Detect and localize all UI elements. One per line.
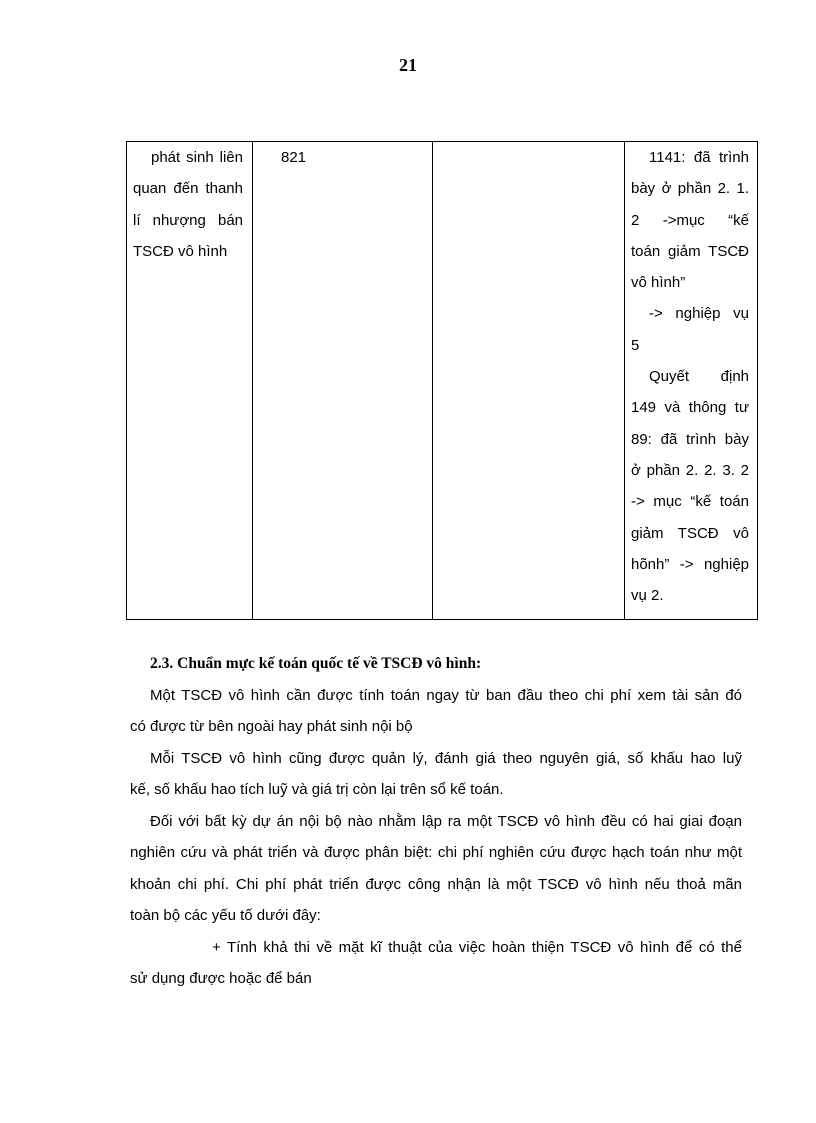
paragraph-3 xyxy=(130,806,742,932)
cell-line: vụ 2. xyxy=(631,587,664,605)
cell-line: -> mục “kế toán xyxy=(631,493,749,511)
cell-line: 1141: đã trình xyxy=(649,149,749,166)
paragraph-line: có được từ bên ngoài hay phát sinh nội bộ xyxy=(130,718,413,735)
table-cell-account xyxy=(253,142,433,620)
cell-line: hõnh” -> nghiệp xyxy=(631,555,749,573)
cell-line: bày ở phần 2. 1. xyxy=(631,180,749,198)
table-cell-empty xyxy=(433,142,625,620)
cell-line: toán giảm TSCĐ xyxy=(631,242,749,260)
cell-line: giảm TSCĐ vô xyxy=(631,524,749,542)
cell-line: Quyết định xyxy=(649,368,749,386)
cell-line: TSCĐ vô hình xyxy=(133,242,228,260)
paragraph-line: Mỗi TSCĐ vô hình cũng được quản lý, đánh giá theo nguyên giá, số khấu hao luỹ xyxy=(150,749,742,767)
section-heading: 2.3. Chuẩn mực kế toán quốc tế về TSCĐ vô hình: xyxy=(150,655,482,672)
table-row xyxy=(127,142,758,620)
cell-line: phát sinh liên xyxy=(151,149,243,166)
account-number: 821 xyxy=(281,149,307,166)
page-number: 21 xyxy=(399,55,417,75)
cell-line: quan đến thanh xyxy=(133,180,243,198)
paragraph-line: toàn bộ các yếu tố dưới đây: xyxy=(130,907,321,924)
cell-line: lí nhượng bán xyxy=(133,211,243,229)
cell-line: 2 ->mục “kế xyxy=(631,211,749,229)
paragraph-1 xyxy=(130,680,742,743)
paragraph-line: kế, số khấu hao tích luỹ và giá trị còn lại trên sổ kế toán. xyxy=(130,781,504,798)
cell-line: ở phần 2. 2. 3. 2 xyxy=(631,461,749,479)
section-body xyxy=(130,648,742,995)
accounting-table xyxy=(126,141,758,620)
paragraph-line: nghiên cứu và phát triển và được phân biệt: chi phí nghiên cứu được hạch toán như một xyxy=(130,844,742,861)
table-cell-description xyxy=(127,142,253,620)
paragraph-4 xyxy=(130,932,742,995)
paragraph-line: sử dụng được hoặc để bán xyxy=(130,970,312,987)
paragraph-line: Một TSCĐ vô hình cần được tính toán ngay từ ban đầu theo chi phí xem tài sản đó xyxy=(150,686,742,704)
table-cell-notes xyxy=(625,142,758,620)
cell-line: -> nghiệp vụ xyxy=(649,305,749,323)
paragraph-line: + Tính khả thi về mặt kĩ thuật của việc hoàn thiện TSCĐ vô hình để có thể xyxy=(212,938,742,956)
paragraph-line: Đối với bất kỳ dự án nội bộ nào nhằm lập ra một TSCĐ vô hình đều có hai giai đoạn xyxy=(150,812,742,830)
cell-line: 149 và thông tư xyxy=(631,399,749,417)
cell-line: vô hình” xyxy=(631,274,686,292)
paragraph-line: khoản chi phí. Chi phí phát triển được công nhận là một TSCĐ vô hình nếu thoả mãn xyxy=(130,875,742,893)
cell-line: 5 xyxy=(631,336,640,354)
cell-line: 89: đã trình bày xyxy=(631,430,749,448)
paragraph-2 xyxy=(130,743,742,806)
